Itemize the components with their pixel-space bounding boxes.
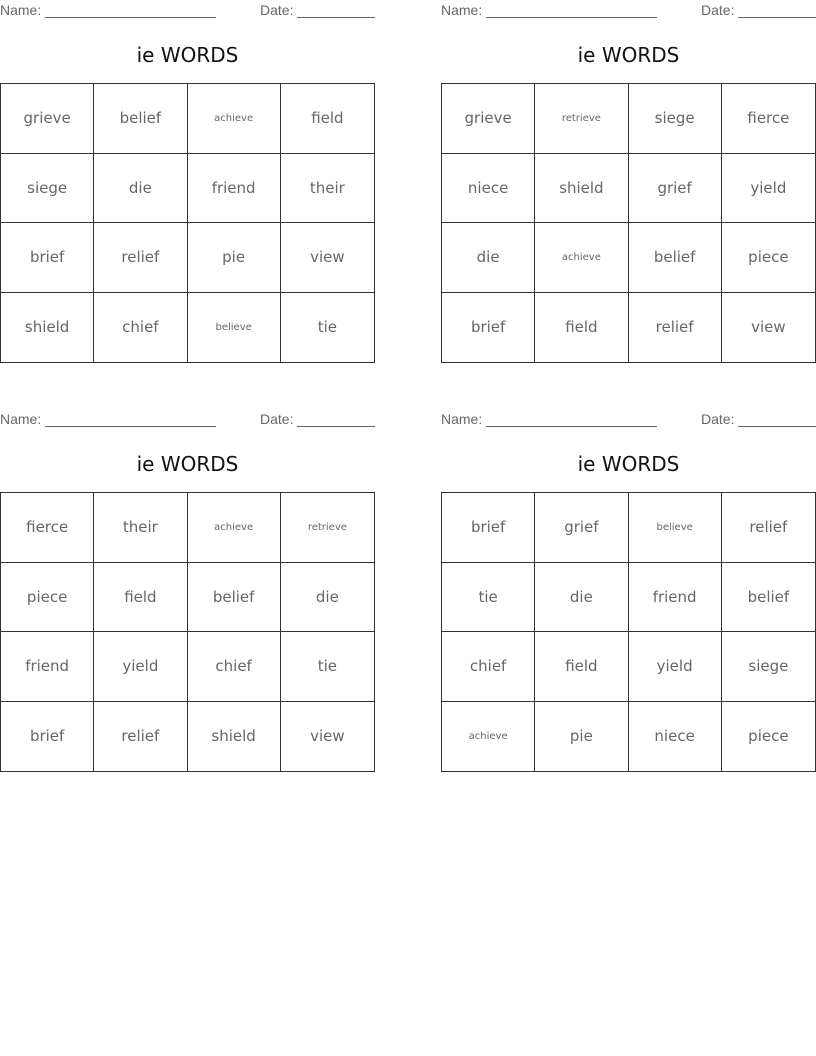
grid-cell: piece <box>748 727 789 746</box>
grid-cell: friend <box>629 563 722 633</box>
card-header <box>441 2 816 20</box>
date-line <box>738 426 816 427</box>
grid-cell: relief <box>629 293 722 363</box>
grid-cell: pie <box>535 702 628 772</box>
grid-cell: relief <box>94 223 187 293</box>
grid-cell: die <box>281 563 374 633</box>
grid-cell: die <box>94 154 187 224</box>
grid-cell: view <box>310 727 345 746</box>
grid-cell: their <box>281 154 374 224</box>
grid-cell: achieve <box>535 223 628 293</box>
name-line <box>45 17 216 18</box>
grid-cell: relief <box>722 493 815 563</box>
word-grid <box>0 83 375 363</box>
date-label: Date: <box>701 2 735 18</box>
grid-cell: niece <box>442 154 535 224</box>
grid-cell: brief <box>442 493 535 563</box>
grid-cell: view <box>751 318 786 337</box>
grid-cell: siege <box>722 632 815 702</box>
card-title: ie WORDS <box>136 452 239 476</box>
grid-cell: achieve <box>442 702 535 772</box>
grid-cell: shield <box>535 154 628 224</box>
date-line <box>297 426 375 427</box>
grid-cell: their <box>94 493 187 563</box>
card-header <box>441 411 816 429</box>
grid-cell: belief <box>629 223 722 293</box>
grid-cell: tie <box>281 632 374 702</box>
date-line <box>297 17 375 18</box>
grid-cell: belief <box>188 563 281 633</box>
grid-cell: yield <box>94 632 187 702</box>
grid-cell: retrieve <box>535 84 628 154</box>
grid-cell: friend <box>1 632 94 702</box>
date-label: Date: <box>701 411 735 427</box>
grid-cell: brief <box>1 702 94 772</box>
card-header <box>0 411 375 429</box>
grid-cell: field <box>281 84 374 154</box>
grid-cell: field <box>94 563 187 633</box>
card-title: ie WORDS <box>577 43 680 67</box>
grid-cell: believe <box>629 493 722 563</box>
name-label: Name: <box>0 2 42 18</box>
grid-cell: grieve <box>442 84 535 154</box>
grid-cell: tie <box>317 318 338 337</box>
grid-cell: shield <box>1 293 94 363</box>
grid-cell: field <box>535 632 628 702</box>
grid-cell: achieve <box>188 84 281 154</box>
name-label: Name: <box>441 411 483 427</box>
card-header <box>0 2 375 20</box>
grid-cell: yield <box>629 632 722 702</box>
name-label: Name: <box>0 411 42 427</box>
name-label: Name: <box>441 2 483 18</box>
name-line <box>486 426 657 427</box>
grid-cell: fierce <box>722 84 815 154</box>
grid-cell: view <box>281 223 374 293</box>
grid-cell: yield <box>722 154 815 224</box>
date-line <box>738 17 816 18</box>
grid-cell: grief <box>629 154 722 224</box>
grid-cell: chief <box>442 632 535 702</box>
grid-cell: chief <box>188 632 281 702</box>
grid-cell: belief <box>94 84 187 154</box>
date-label: Date: <box>260 411 294 427</box>
name-line <box>45 426 216 427</box>
word-grid <box>441 492 816 772</box>
grid-cell: fierce <box>1 493 94 563</box>
grid-cell: siege <box>629 84 722 154</box>
word-grid <box>441 83 816 363</box>
grid-cell: niece <box>629 702 722 772</box>
grid-cell: chief <box>94 293 187 363</box>
bingo-card-1 <box>0 0 375 372</box>
bingo-card-2 <box>441 0 816 372</box>
bingo-card-4 <box>441 409 816 781</box>
grid-cell: shield <box>188 702 281 772</box>
grid-cell: belief <box>722 563 815 633</box>
grid-cell: piece <box>722 223 815 293</box>
grid-cell: die <box>442 223 535 293</box>
grid-cell: retrieve <box>281 493 374 563</box>
grid-cell: believe <box>188 293 281 363</box>
grid-cell: pie <box>188 223 281 293</box>
date-label: Date: <box>260 2 294 18</box>
grid-cell: die <box>535 563 628 633</box>
word-grid <box>0 492 375 772</box>
card-title: ie WORDS <box>136 43 239 67</box>
grid-cell: field <box>535 293 628 363</box>
card-title: ie WORDS <box>577 452 680 476</box>
bingo-card-3 <box>0 409 375 781</box>
grid-cell: siege <box>1 154 94 224</box>
grid-cell: grieve <box>1 84 94 154</box>
name-line <box>486 17 657 18</box>
grid-cell: tie <box>442 563 535 633</box>
grid-cell: friend <box>188 154 281 224</box>
grid-cell: achieve <box>188 493 281 563</box>
grid-cell: piece <box>1 563 94 633</box>
grid-cell: brief <box>1 223 94 293</box>
grid-cell: brief <box>442 293 535 363</box>
grid-cell: grief <box>535 493 628 563</box>
grid-cell: relief <box>94 702 187 772</box>
